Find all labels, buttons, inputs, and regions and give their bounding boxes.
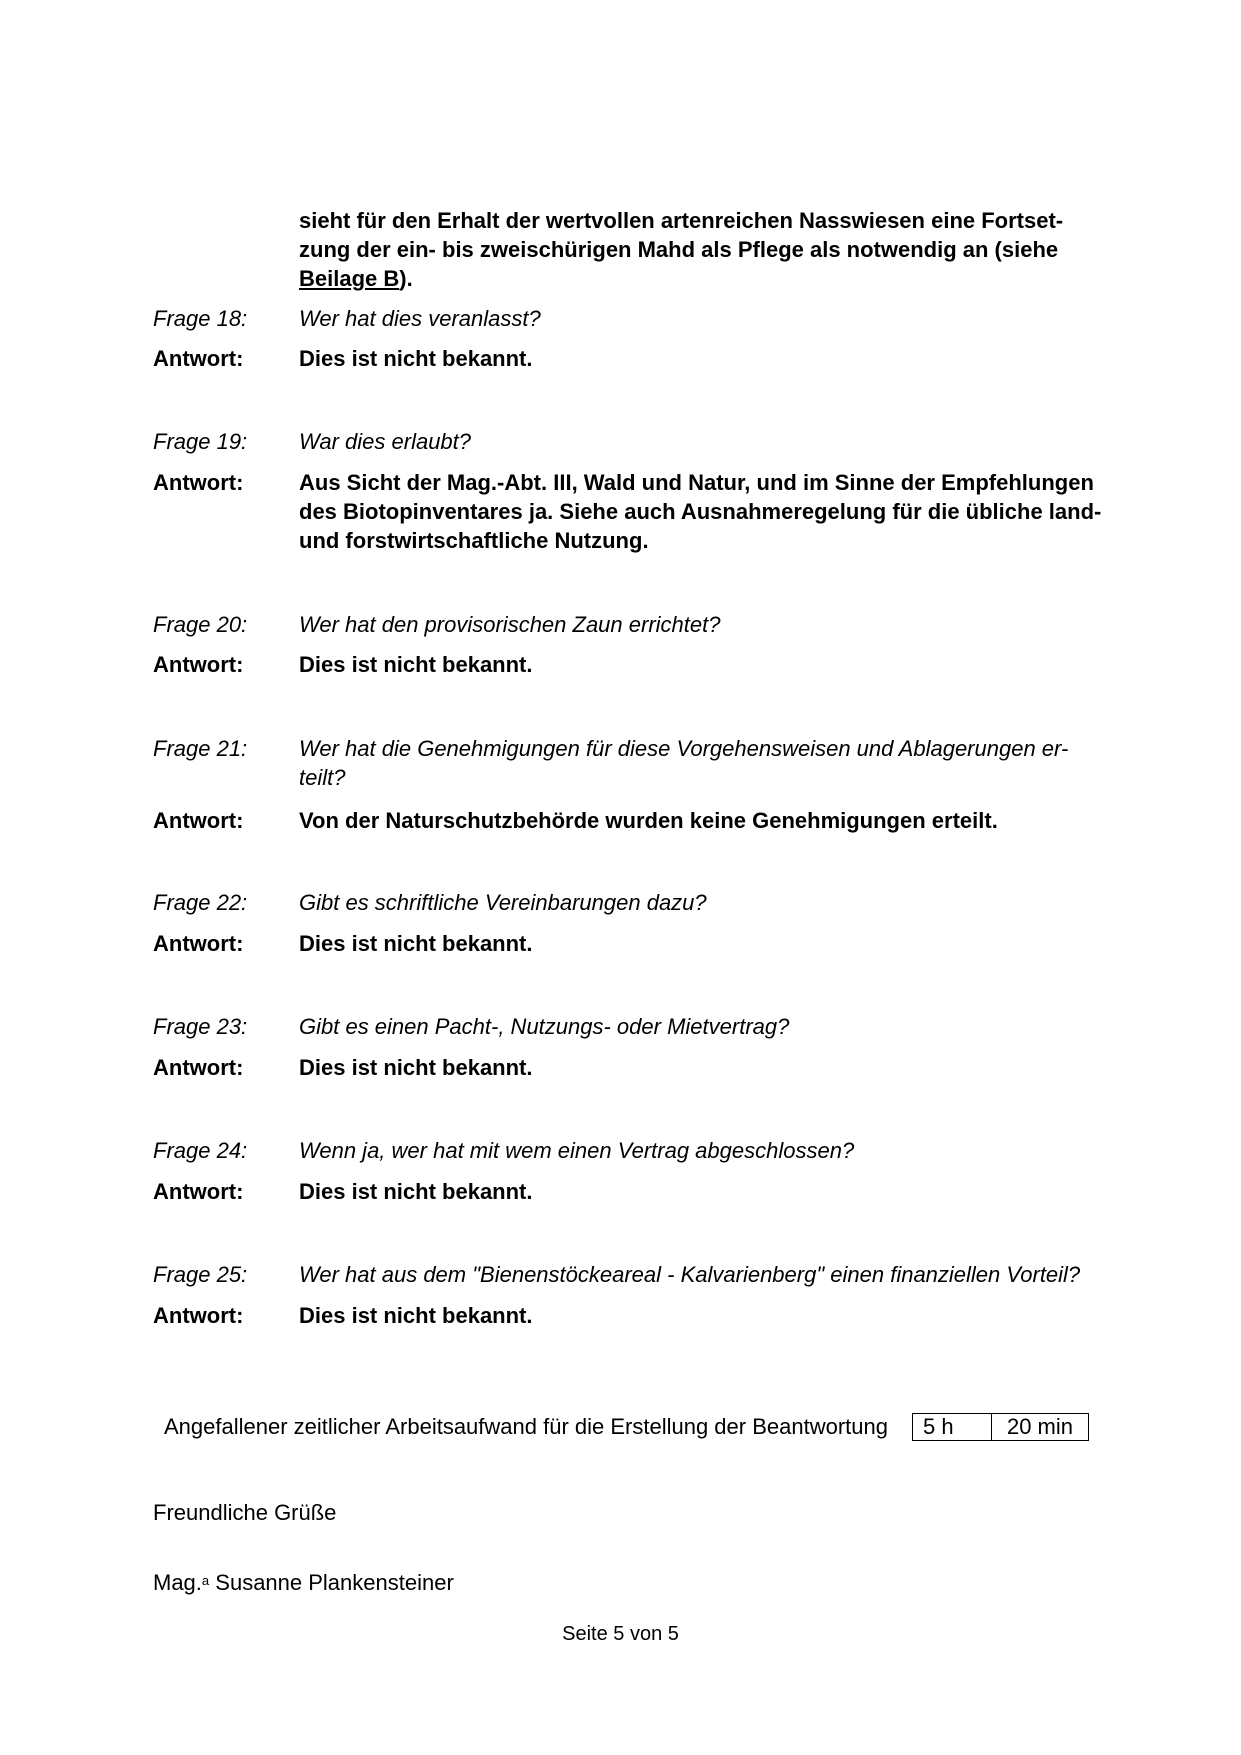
question-text: Wer hat die Genehmigungen für diese Vorgehensweisen und Ablagerungen er-teilt? xyxy=(299,736,1069,790)
question-text: Wenn ja, wer hat mit wem einen Vertrag abgeschlossen? xyxy=(299,1138,855,1163)
answer-21 xyxy=(153,806,1133,835)
answer-label: Antwort: xyxy=(153,1303,244,1328)
effort-minutes: 20 min xyxy=(1006,1414,1073,1439)
answer-25 xyxy=(153,1301,1133,1330)
answer-text: Dies ist nicht bekannt. xyxy=(299,1303,533,1328)
signature-line xyxy=(153,1569,454,1597)
answer-label: Antwort: xyxy=(153,1055,244,1080)
effort-label: Angefallener zeitlicher Arbeitsaufwand für die Erstellung der Beantwortung xyxy=(164,1414,888,1439)
answer-19 xyxy=(153,468,1133,555)
question-label: Frage 25: xyxy=(153,1262,248,1287)
question-20 xyxy=(153,610,1133,639)
signature-title: Mag. xyxy=(153,1570,202,1595)
question-label: Frage 23: xyxy=(153,1014,248,1039)
answer-24 xyxy=(153,1177,1133,1206)
signature-name: Susanne Plankensteiner xyxy=(215,1570,454,1595)
question-text: Wer hat dies veranlasst? xyxy=(299,306,541,331)
question-label: Frage 22: xyxy=(153,890,248,915)
answer-label: Antwort: xyxy=(153,1179,244,1204)
question-label: Frage 20: xyxy=(153,612,248,637)
intro-paragraph xyxy=(153,206,1133,293)
answer-label: Antwort: xyxy=(153,652,244,677)
question-18 xyxy=(153,304,1133,333)
answer-text: Dies ist nicht bekannt. xyxy=(299,1179,533,1204)
answer-text: Dies ist nicht bekannt. xyxy=(299,346,533,371)
question-label: Frage 21: xyxy=(153,736,248,761)
answer-text: Aus Sicht der Mag.-Abt. III, Wald und Natur, und im Sinne der Empfehlungen des Biotopinventares ja. Siehe auch Ausnahmeregelung für die übliche land- und forstwirtschaftliche Nutzung. xyxy=(299,470,1102,553)
page-footer: Seite 5 von 5 xyxy=(562,1623,679,1645)
intro-tail: ). xyxy=(399,266,413,291)
answer-label: Antwort: xyxy=(153,808,244,833)
question-19 xyxy=(153,427,1133,456)
answer-text: Dies ist nicht bekannt. xyxy=(299,1055,533,1080)
intro-line-1: sieht für den Erhalt der wertvollen artenreichen Nasswiesen eine Fortset- xyxy=(299,208,1064,233)
answer-22 xyxy=(153,929,1133,958)
question-label: Frage 19: xyxy=(153,429,248,454)
question-text: Wer hat den provisorischen Zaun errichtet? xyxy=(299,612,721,637)
question-text: War dies erlaubt? xyxy=(299,429,472,454)
question-22 xyxy=(153,888,1133,917)
closing-greeting: Freundliche Grüße xyxy=(153,1500,337,1525)
beilage-b-link[interactable]: Beilage B xyxy=(299,266,400,291)
signature-title-sup: a xyxy=(201,1573,210,1588)
answer-20 xyxy=(153,650,1133,679)
answer-label: Antwort: xyxy=(153,931,244,956)
answer-18 xyxy=(153,344,1133,373)
question-text: Gibt es einen Pacht-, Nutzungs- oder Mietvertrag? xyxy=(299,1014,790,1039)
question-24 xyxy=(153,1136,1133,1165)
answer-text: Dies ist nicht bekannt. xyxy=(299,652,533,677)
effort-hours: 5 h xyxy=(913,1414,992,1440)
answer-label: Antwort: xyxy=(153,470,244,495)
answer-text: Dies ist nicht bekannt. xyxy=(299,931,533,956)
answer-text: Von der Naturschutzbehörde wurden keine Genehmigungen erteilt. xyxy=(299,808,998,833)
answer-label: Antwort: xyxy=(153,346,244,371)
question-label: Frage 18: xyxy=(153,306,248,331)
question-label: Frage 24: xyxy=(153,1138,248,1163)
effort-table xyxy=(912,1413,1089,1441)
question-23 xyxy=(153,1012,1133,1041)
question-text: Gibt es schriftliche Vereinbarungen dazu? xyxy=(299,890,707,915)
question-text: Wer hat aus dem "Bienenstöckeareal - Kalvarienberg" einen finanziellen Vorteil? xyxy=(299,1262,1081,1287)
intro-line-2: zung der ein- bis zweischürigen Mahd als Pflege als notwendig an (siehe xyxy=(299,237,1059,262)
question-21 xyxy=(153,734,1133,792)
question-25 xyxy=(153,1260,1133,1289)
effort-row xyxy=(164,1413,1089,1441)
answer-23 xyxy=(153,1053,1133,1082)
